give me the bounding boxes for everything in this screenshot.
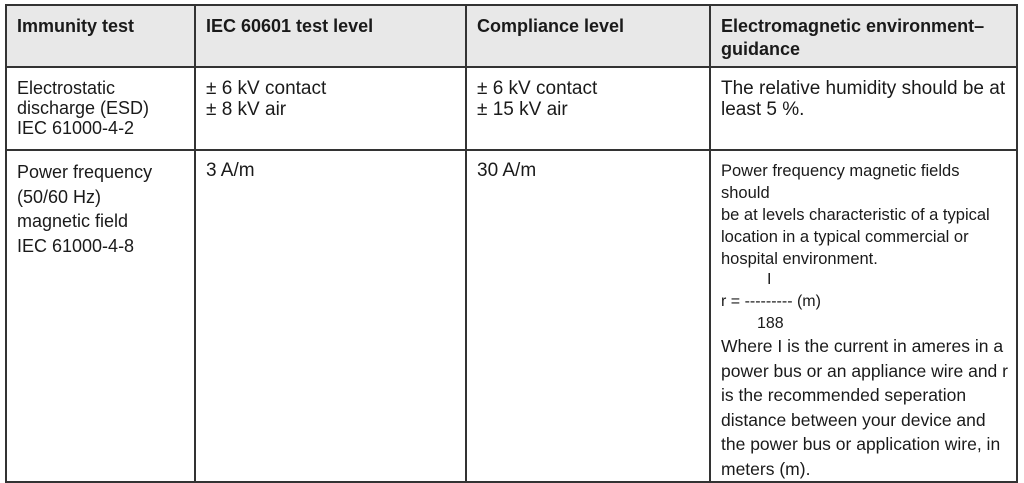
cell-compliance [466,67,710,150]
header-immunity-test: Immunity test [6,5,195,67]
cell-line: (50/60 Hz) [17,186,102,207]
cell-guidance [710,67,1017,150]
cell-test [6,150,195,482]
cell-line: is the recommended seperation [721,385,967,405]
cell-line: least 5 %. [721,99,805,120]
table-header-row [6,5,1017,67]
cell-line: IEC 61000-4-8 [17,235,135,256]
header-iec-test-level: IEC 60601 test level [195,5,466,67]
cell-line: ± 6 kV contact [477,78,598,99]
cell-line: Where I is the current in ameres in a [721,336,1004,356]
cell-line: Power frequency [17,162,153,182]
header-guidance: Electromagnetic environment– guidance [710,5,1017,67]
cell-line: magnetic field [17,211,129,231]
cell-line: 30 A/m [477,160,537,181]
immunity-test-table [5,4,1018,483]
cell-line: IEC 61000-4-2 [17,118,135,138]
cell-line: power bus or an appliance wire and r [721,360,1008,381]
cell-line: hospital environment. [721,250,878,268]
cell-line: ± 15 kV air [477,99,568,120]
cell-line: discharge (ESD) [17,98,150,118]
cell-line: the power bus or application wire, in [721,434,1001,454]
cell-line: be at levels characteristic of a typical [721,206,990,224]
cell-line: Power frequency magnetic fields should [721,162,960,202]
table-row [6,67,1017,150]
cell-line: location in a typical commercial or [721,228,969,246]
header-compliance-level: Compliance level [466,5,710,67]
table-row [6,150,1017,482]
cell-line: distance between your device and [721,409,986,430]
formula-equation: r = --------- (m) [721,293,821,310]
cell-guidance [710,150,1017,482]
cell-line: The relative humidity should be at [721,78,1006,99]
cell-test [6,67,195,150]
formula-denominator: 188 [757,315,784,332]
cell-iec-level [195,67,466,150]
cell-compliance [466,150,710,482]
cell-line: 3 A/m [206,160,255,181]
cell-line: meters (m). [721,458,811,479]
cell-line: ± 6 kV contact [206,78,327,99]
formula-numerator: I [767,271,772,288]
cell-line: Electrostatic [17,78,116,98]
cell-iec-level [195,150,466,482]
cell-line: ± 8 kV air [206,99,287,120]
